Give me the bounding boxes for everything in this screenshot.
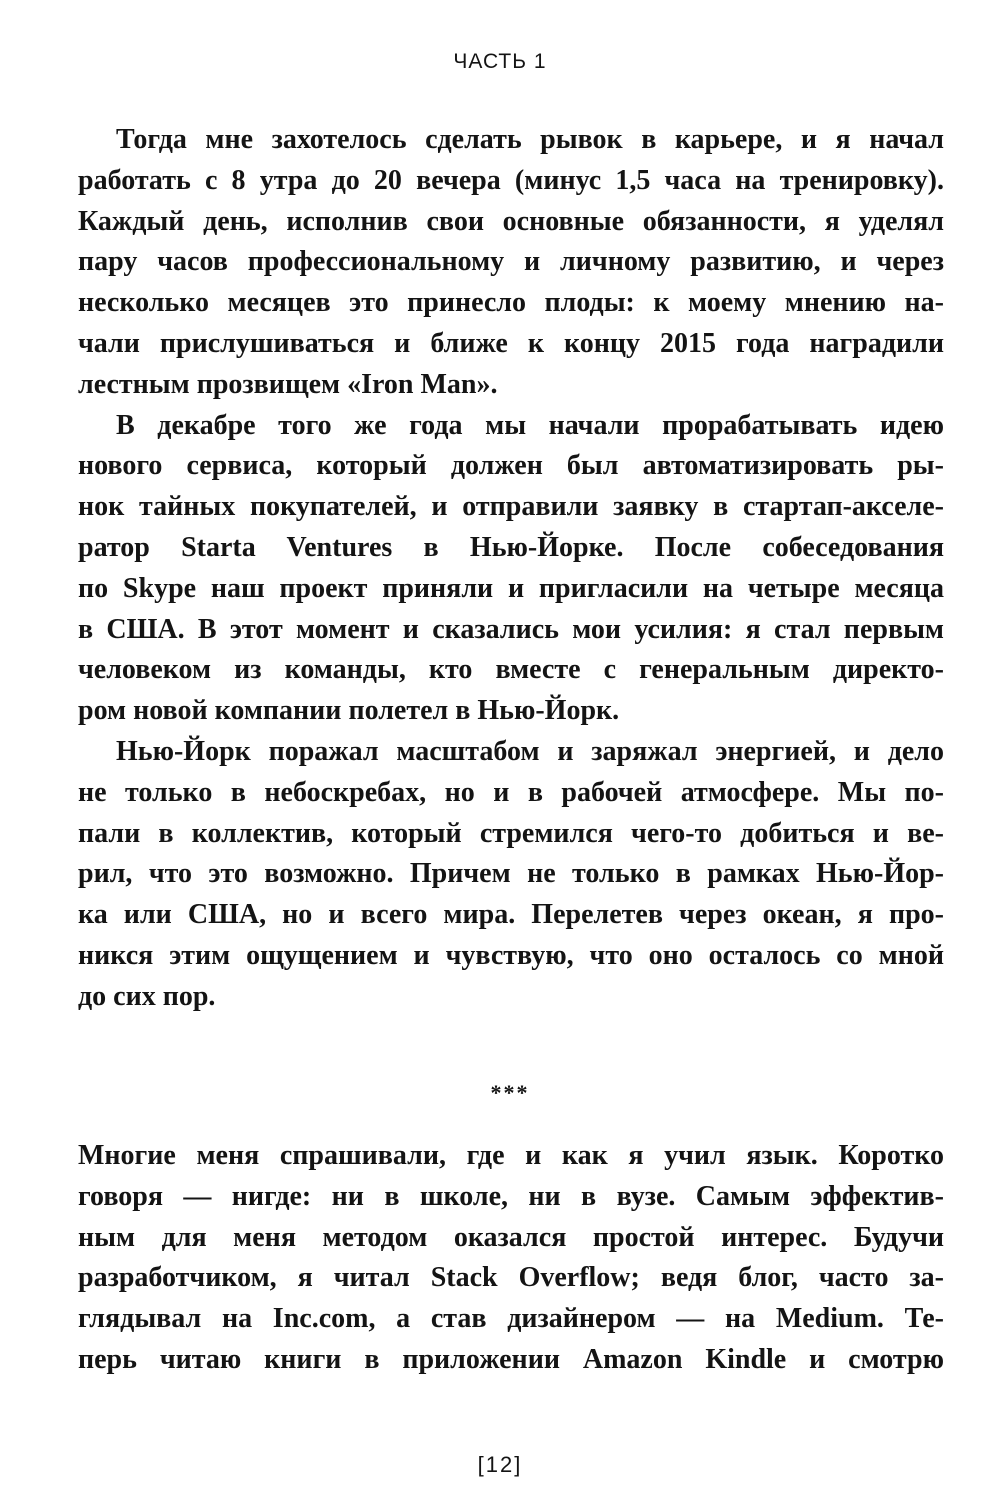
text-line: работать с 8 утра до 20 вечера (минус 1,5 часа на тренировку). [78,164,944,196]
running-header: ЧАСТЬ 1 [453,50,547,73]
text-line: ром новой компании полетел в Нью-Йорк. [78,695,620,727]
text-line: никся этим ощущением и чувствую, что оно осталось со мной [78,939,944,971]
text-line: человеком из команды, кто вместе с генеральным директо- [78,654,944,686]
text-line: Многие меня спрашивали, где и как я учил язык. Коротко [78,1140,944,1171]
text-line: нок тайных покупателей, и отправили заявку в стартап-акселе- [78,491,944,523]
text-line: Нью-Йорк поражал масштабом и заряжал энергией, и дело [116,735,944,767]
text-line: Каждый день, исполнив свои основные обязанности, я уделял [78,205,944,237]
text-line: глядывал на Inc.com, а став дизайнером — на Medium. Те- [78,1303,944,1335]
text-line: до сих пор. [78,980,216,1012]
text-line: Тогда мне захотелось сделать рывок в карьере, и я начал [116,124,944,155]
text-line: В декабре того же года мы начали прорабатывать идею [116,409,944,441]
text-line: лестным прозвищем «Iron Man». [78,368,498,400]
text-line: разработчиком, я читал Stack Overflow; ведя блог, часто за- [78,1262,944,1294]
section-separator: *** [490,1080,530,1105]
text-line: пару часов профессиональному и личному развитию, и через [78,246,944,278]
text-line: рил, что это возможно. Причем не только в рамках Нью-Йор- [78,858,944,890]
text-line: чали прислушиваться и ближе к концу 2015 года наградили [78,327,944,359]
text-line: в США. В этот момент и сказались мои усилия: я стал первым [78,613,944,645]
text-line: ка или США, но и всего мира. Перелетев через океан, я про- [78,899,944,931]
text-line: не только в небоскребах, но и в рабочей атмосфере. Мы по- [78,776,944,808]
text-line: нового сервиса, который должен был автоматизировать ры- [78,450,944,482]
text-line: по Skype наш проект приняли и пригласили на четыре месяца [78,572,944,604]
main-text [78,120,944,1018]
page-number: [12] [477,1452,523,1477]
text-line: ным для меня методом оказался простой интерес. Будучи [78,1221,944,1253]
text-line: перь читаю книги в приложении Amazon Kindle и смотрю [78,1343,944,1375]
text-line: ратор Starta Ventures в Нью-Йорке. После собеседования [78,531,944,563]
text-line: говоря — нигде: ни в школе, ни в вузе. Самым эффектив- [78,1180,944,1212]
text-line: несколько месяцев это принесло плоды: к моему мнению на- [78,287,944,319]
text-line: пали в коллектив, который стремился чего-то добиться и ве- [78,817,944,849]
section-two-text [78,1136,944,1381]
